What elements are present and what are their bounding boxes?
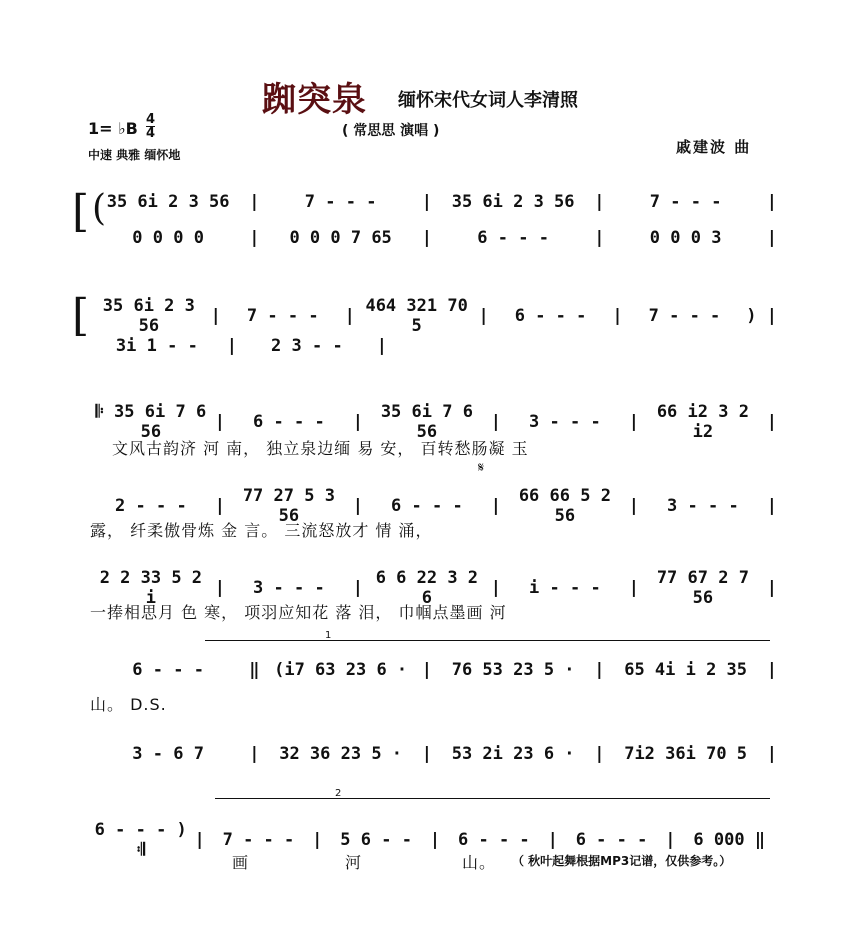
measure: 77 27 5 3 56 [242,486,335,526]
measure: 35 6i 2 3 56 [451,192,575,212]
measure: 32 36 23 5 · [279,744,403,764]
segno-sign: 𝄋 [478,460,485,476]
second-ending-bracket [215,798,770,799]
measure: 464 321 70 5 [365,296,468,336]
measure: 3 - - - [529,412,601,432]
measure: 35 6i 2 3 56 [106,192,230,212]
lyric-line: 文风古韵济 河 南， 独立泉边缅 易 安， 百转愁肠凝 玉 [112,439,529,458]
measure: 0 0 0 3 [649,228,722,248]
measure: i - - - [529,578,601,598]
music-row: 2 - - - | 77 27 5 3 56 | 6 - - - | 66 66 5 2 56 | 3 - - - | [90,486,780,526]
measure: 2 3 - - [271,336,343,356]
second-ending-number: 2 [335,788,342,799]
system-brace: [ [72,290,90,341]
measure: 3 - - - [253,578,325,598]
song-subtitle: 缅怀宋代女词人李清照 [398,90,578,111]
lyric-line: 山。 D.S. [90,695,167,714]
measure: 7 - - - [648,306,721,326]
measure: 6 - - - [477,228,549,248]
measure: 3 - - - [667,496,739,516]
measure: 6 - - - ) 𝄇 [94,820,187,860]
measure: 6 - - - [514,306,587,326]
lyric-word: 画 [232,853,250,872]
composer-credit: 戚建波 曲 [676,138,752,156]
measure: 66 i2 3 2 i2 [656,402,749,442]
measure: 77 67 2 7 56 [656,568,749,608]
system-brace: [ [72,186,90,237]
measure: 6 6 22 3 2 6 [375,568,479,608]
measure: 6 - - - [253,412,325,432]
measure: 76 53 23 5 · [451,660,575,680]
measure: 3 - 6 7 [132,744,204,764]
measure: 66 66 5 2 56 [518,486,611,526]
measure: 0 0 0 0 [132,228,204,248]
music-row: 35 6i 2 3 56 | 7 - - - | 35 6i 2 3 56 | 7 - - - | [90,192,780,212]
lyric-word: 山。 [462,853,497,872]
measure: 2 2 33 5 2 i [99,568,203,608]
measure: 7 - - - [304,192,377,212]
measure: 0 0 0 7 65 [289,228,392,248]
music-row: 6 - - - ) 𝄇 | 7 - - - | 5 6 - - | 6 - - - | 6 - - - | 6 000 ‖ [90,820,780,860]
first-ending-bracket [205,640,770,641]
measure: 6 000 ‖ [693,830,766,850]
lyric-line: 一捧相思月 色 寒， 项羽应知花 落 泪， 巾帼点墨画 河 [90,603,507,622]
lyric-word: 河 [345,853,363,872]
measure: 6 - - - [132,660,204,680]
measure: 7 - - - [649,192,722,212]
measure: 3i 1 - - [115,336,198,356]
music-row: 3i 1 - - | 2 3 - - | [90,336,390,356]
measure: 𝄆 35 6i 7 6 56 [95,402,207,442]
singer-credit: ( 常思思 演唱 ) [342,123,440,139]
measure: 5 6 - - [340,830,412,850]
measure: 6 - - - [575,830,648,850]
music-row: 2 2 33 5 2 i | 3 - - - | 6 6 22 3 2 6 | i - - - | 77 67 2 7 56 | [90,568,780,608]
measure: (i7 63 23 6 · [274,660,408,680]
measure: 7i2 36i 70 5 [624,744,748,764]
measure: 35 6i 2 3 56 [102,296,195,336]
measure: 35 6i 7 6 56 [380,402,473,442]
tempo-marking: 中速 典雅 缅怀地 [88,148,181,162]
key-signature: 1= ♭B [88,119,138,138]
song-title: 踟突泉 [262,80,367,120]
music-row: 35 6i 2 3 56 | 7 - - - | 464 321 70 5 | 6 - - - | 7 - - - ) | [90,296,780,336]
music-row: 3 - 6 7 | 32 36 23 5 · | 53 2i 23 6 · | 7i2 36i 70 5 | [90,744,780,764]
music-row: 𝄆 35 6i 7 6 56 | 6 - - - | 35 6i 7 6 56 | 3 - - - | 66 i2 3 2 i2 | [90,402,780,442]
measure: 2 - - - [115,496,187,516]
open-paren: ( [92,188,107,229]
measure: 7 - - - [246,306,319,326]
measure: 65 4i i 2 35 [624,660,748,680]
time-signature [146,113,155,140]
transcription-note: （ 秋叶起舞根据MP3记谱，仅供参考。） [512,854,732,868]
time-sig-top: 4 [146,112,156,127]
music-row: 0 0 0 0 | 0 0 0 7 65 | 6 - - - | 0 0 0 3 | [90,228,780,248]
lyric-line: 露， 纤柔傲骨炼 金 言。 三流怒放才 情 涌， [90,521,433,540]
measure: 6 - - - [391,496,463,516]
first-ending-number: 1 [325,630,332,641]
music-row: 6 - - - ‖ (i7 63 23 6 · | 76 53 23 5 · | 65 4i i 2 35 | [90,660,780,680]
measure: 53 2i 23 6 · [451,744,575,764]
measure: 6 - - - [458,830,530,850]
time-sig-bottom: 4 [146,126,156,141]
measure: 7 - - - [222,830,295,850]
